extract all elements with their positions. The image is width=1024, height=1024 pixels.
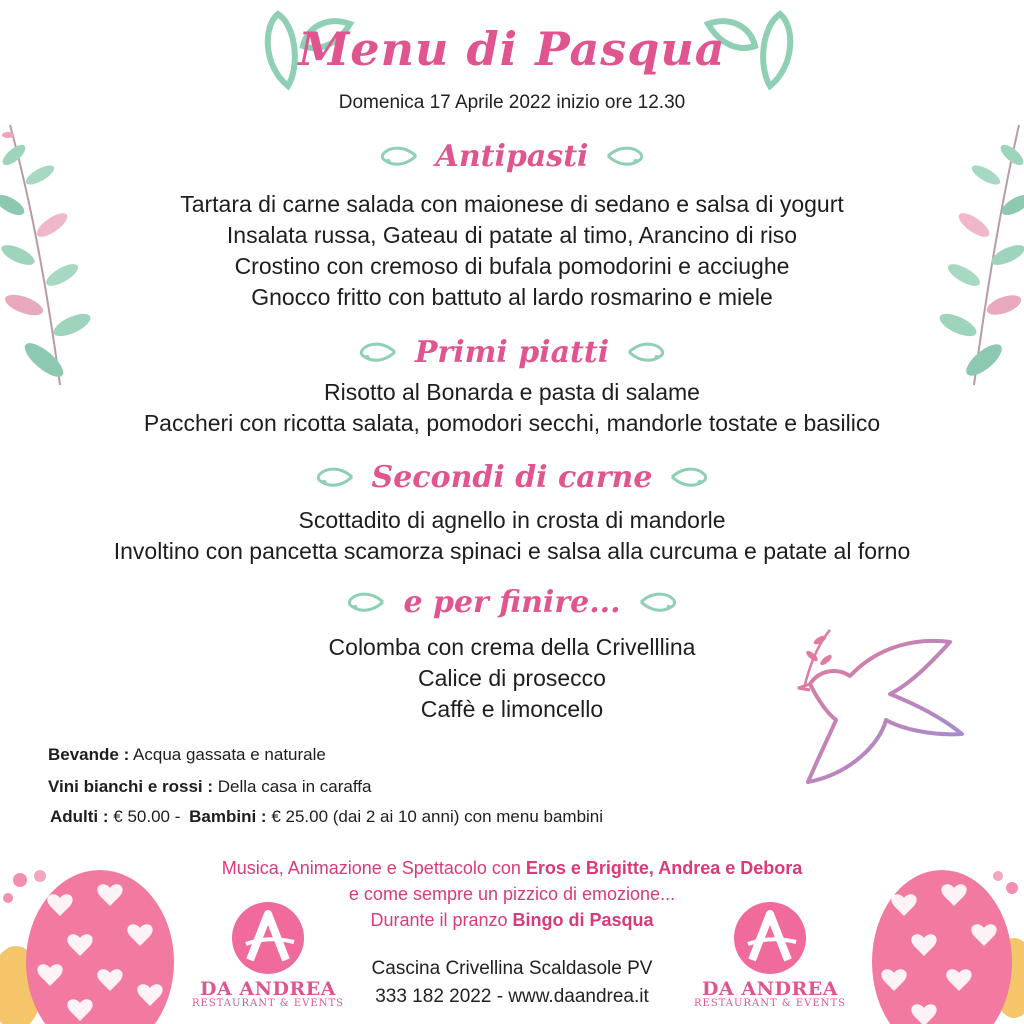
bingo-highlight: Bingo di Pasqua <box>512 910 654 930</box>
easter-egg-icon <box>864 858 1024 1024</box>
page-title: Menu di Pasqua <box>298 22 726 76</box>
dish-item: Risotto al Bonarda e pasta di salame <box>324 379 700 405</box>
entertainment-text: Musica, Animazione e Spettacolo con <box>221 858 526 878</box>
dish-item: Scottadito di agnello in crosta di mandorle <box>298 507 726 533</box>
performers: Eros e Brigitte, Andrea e Debora <box>525 858 803 878</box>
swirl-ornament-icon <box>355 339 397 365</box>
logo-icon <box>730 898 810 978</box>
drinks-info <box>48 745 326 765</box>
section-header-primi <box>0 330 1024 374</box>
phone-website: 333 182 2022 - www.daandrea.it <box>375 986 649 1007</box>
dish-item: Gnocco fritto con battuto al lardo rosmarino e miele <box>251 284 773 310</box>
drinks-label: Bevande : <box>48 745 130 764</box>
dish-item: Crostino con cremoso di bufala pomodorini e acciughe <box>234 253 790 279</box>
dish-item: Caffè e limoncello <box>420 696 604 722</box>
logo-tagline: RESTAURANT & EVENTS <box>694 998 846 1009</box>
logo-tagline: RESTAURANT & EVENTS <box>192 998 344 1009</box>
dish-item: Tartara di carne salada con maionese di sedano e salsa di yogurt <box>180 191 844 217</box>
section-header-antipasti <box>0 134 1024 178</box>
swirl-ornament-icon <box>670 464 712 490</box>
dish-item: Paccheri con ricotta salata, pomodori secchi, mandorle tostate e basilico <box>143 410 881 436</box>
dish-item: Insalata russa, Gateau di patate al timo, Arancino di riso <box>226 222 798 248</box>
kids-label: Bambini : <box>189 807 267 826</box>
price-info <box>50 807 603 827</box>
swirl-ornament-icon <box>606 143 648 169</box>
section-header-dessert <box>0 580 1024 624</box>
event-date: Domenica 17 Aprile 2022 inizio ore 12.30 <box>338 92 686 113</box>
section-title: e per finire... <box>403 584 621 620</box>
logo-icon <box>228 898 308 978</box>
section-items-antipasti <box>0 189 1024 313</box>
adults-label: Adulti : <box>50 807 109 826</box>
entertainment-line-2: e come sempre un pizzico di emozione... <box>348 884 676 904</box>
section-title: Secondi di carne <box>371 459 653 495</box>
swirl-ornament-icon <box>343 589 385 615</box>
kids-price: € 25.00 (dai 2 ai 10 anni) con menu bambini <box>271 807 604 826</box>
swirl-ornament-icon <box>376 143 418 169</box>
logo-brand: DA ANDREA <box>702 978 838 1000</box>
section-title: Antipasti <box>435 138 589 174</box>
dish-item: Colomba con crema della Crivelllina <box>328 634 696 660</box>
drinks-value: Acqua gassata e naturale <box>133 745 326 764</box>
address: Cascina Crivellina Scaldasole PV <box>371 958 653 979</box>
swirl-ornament-icon <box>639 589 681 615</box>
logo-right <box>690 898 850 1009</box>
dove-icon <box>790 624 970 794</box>
wines-info <box>48 777 371 797</box>
section-header-secondi <box>0 455 1024 499</box>
logo-left <box>188 898 348 1009</box>
swirl-ornament-icon <box>312 464 354 490</box>
section-title: Primi piatti <box>414 334 610 370</box>
section-items-primi <box>0 377 1024 439</box>
wines-value: Della casa in caraffa <box>217 777 372 796</box>
adults-price: € 50.00 - <box>113 807 181 826</box>
easter-egg-icon <box>0 858 180 1024</box>
entertainment-text: Durante il pranzo <box>370 910 513 930</box>
logo-brand: DA ANDREA <box>200 978 336 1000</box>
dish-item: Calice di prosecco <box>418 665 606 691</box>
swirl-ornament-icon <box>627 339 669 365</box>
section-items-secondi <box>0 505 1024 567</box>
dish-item: Involtino con pancetta scamorza spinaci e salsa alla curcuma e patate al forno <box>113 538 911 564</box>
wines-label: Vini bianchi e rossi : <box>48 777 214 796</box>
